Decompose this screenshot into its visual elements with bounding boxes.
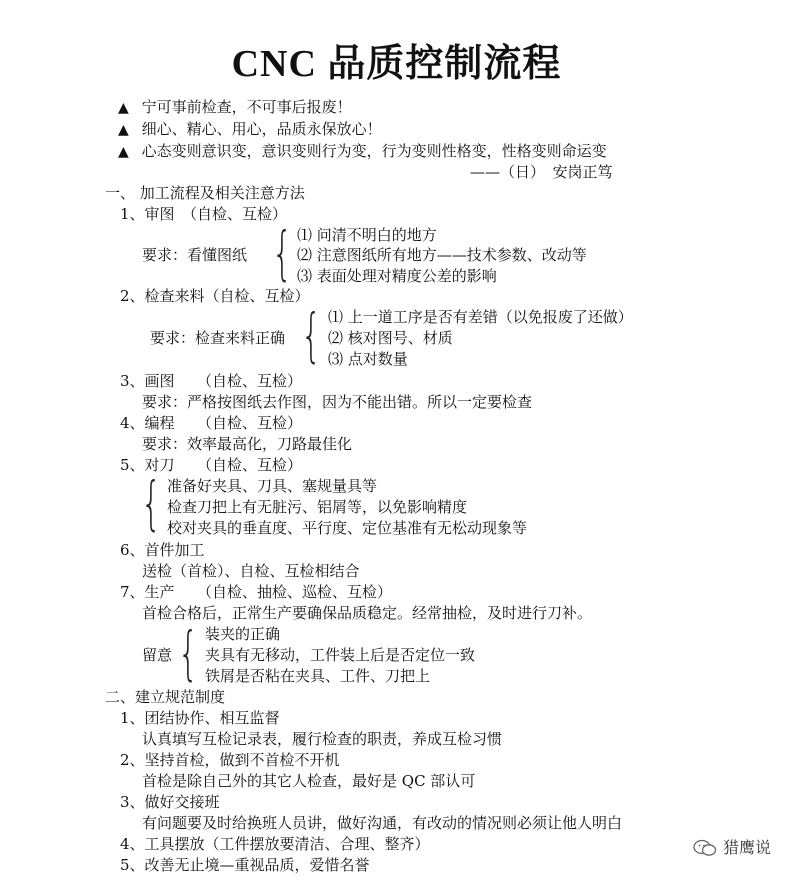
step-line: 首检合格后，正常生产要确保品质稳定。经常抽检，及时进行刀补。	[142, 604, 593, 622]
list-item: 夹具有无移动，工件装上后是否定位一致	[205, 646, 476, 664]
curly-brace-icon: {	[301, 301, 322, 369]
watermark	[693, 838, 771, 858]
page-title: CNC 品质控制流程	[231, 43, 562, 85]
rule-line: 认真填写互检记录表，履行检查的职责，养成互检习惯	[142, 730, 503, 748]
list-item: ⑵ 核对图号、材质	[328, 329, 453, 347]
list-item: ⑵ 注意图纸所有地方——技术参数、改动等	[297, 246, 587, 264]
step-title-production: 7、生产 （自检、抽检、巡检、互检）	[120, 583, 393, 601]
motto-line-1	[118, 97, 352, 118]
curly-brace-icon: {	[178, 619, 199, 687]
step-line: 送检（首检）、自检、互检相结合	[142, 562, 360, 580]
step-title-tool-setting: 5、对刀 （自检、互检）	[120, 456, 303, 474]
list-item: ⑴ 上一道工序是否有差错（以免报废了还做）	[328, 308, 633, 326]
list-item: 检查刀把上有无脏污、铝屑等，以免影响精度	[167, 498, 468, 516]
step-title-review-drawing: 1、审图 （自检、互检）	[120, 205, 288, 223]
step-title-programming: 4、编程 （自检、互检）	[120, 414, 303, 432]
triangle-bullet-icon: ▲	[118, 100, 129, 116]
attention-label: 留意	[142, 646, 173, 664]
rule-title: 2、坚持首检，做到不首检不开机	[120, 751, 340, 769]
section-heading-one: 一、 加工流程及相关注意方法	[105, 184, 305, 202]
triangle-bullet-icon: ▲	[118, 144, 129, 160]
triangle-bullet-icon: ▲	[118, 122, 129, 138]
list-item: 准备好夹具、刀具、塞规量具等	[167, 477, 378, 495]
motto-text: 细心、精心、用心，品质永保放心！	[141, 120, 382, 138]
motto-text: 心态变则意识变，意识变则行为变，行为变则性格变，性格变则命运变	[141, 142, 607, 160]
motto-line-3	[118, 141, 607, 162]
rule-line: 有问题要及时给换班人员讲，做好沟通，有改动的情况则必须让他人明白	[142, 814, 623, 832]
curly-brace-icon: {	[272, 219, 293, 287]
list-item: 铁屑是否粘在夹具、工件、刀把上	[205, 667, 431, 685]
attribution: ——（日） 安岗正笃	[470, 163, 613, 181]
section-heading-two: 二、建立规范制度	[105, 688, 226, 706]
list-item: ⑴ 问清不明白的地方	[297, 226, 437, 244]
step-title-draw: 3、画图 （自检、互检）	[120, 372, 303, 390]
watermark-text: 猎鹰说	[722, 838, 771, 857]
step-title-check-material: 2、检查来料（自检、互检）	[120, 287, 310, 305]
requirement-label: 要求：检查来料正确	[150, 329, 286, 347]
rule-title: 5、改善无止境—重视品质，爱惜名誉	[120, 856, 370, 874]
requirement-label: 要求：看懂图纸	[142, 246, 248, 264]
wechat-logo-icon	[693, 839, 717, 857]
requirement-text: 要求：效率最高化，刀路最佳化	[142, 435, 353, 453]
rule-title: 1、团结协作、相互监督	[120, 709, 280, 727]
list-item: ⑶ 表面处理对精度公差的影响	[297, 267, 497, 285]
list-item: 装夹的正确	[205, 625, 281, 643]
rule-line: 首检是除自己外的其它人检查，最好是 QC 部认可	[142, 772, 476, 790]
curly-brace-icon: {	[141, 469, 162, 537]
list-item: ⑶ 点对数量	[328, 350, 408, 368]
motto-text: 宁可事前检查，不可事后报废！	[141, 98, 352, 116]
motto-line-2	[118, 119, 382, 140]
rule-title: 3、做好交接班	[120, 793, 220, 811]
step-title-first-piece: 6、首件加工	[120, 541, 205, 559]
requirement-text: 要求：严格按图纸去作图，因为不能出错。所以一定要检查	[142, 393, 533, 411]
list-item: 校对夹具的垂直度、平行度、定位基准有无松动现象等	[167, 519, 528, 537]
rule-title: 4、工具摆放（工件摆放要清洁、合理、整齐）	[120, 835, 430, 853]
